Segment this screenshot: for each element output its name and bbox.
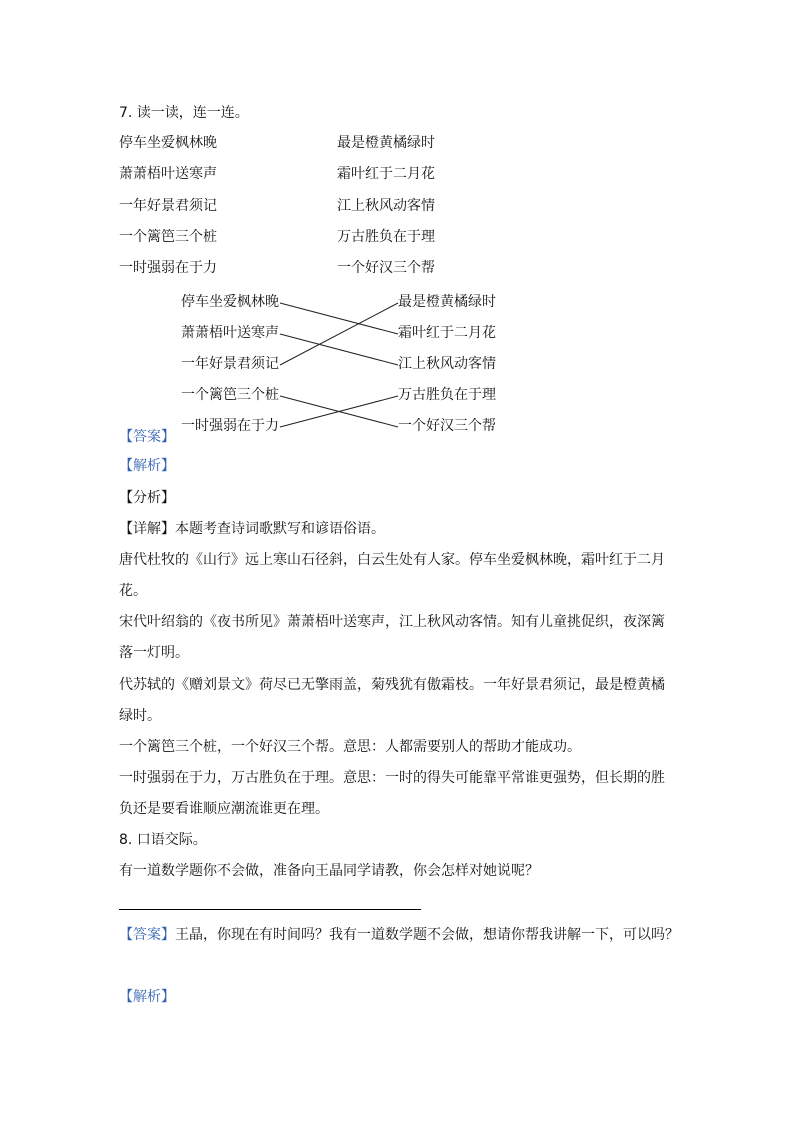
analysis-label: 【解析】 xyxy=(119,989,175,1005)
answer-label: 【答案】 xyxy=(119,429,175,445)
q7-left-item: 萧萧梧叶送寒声 xyxy=(119,166,217,182)
match-line-0 xyxy=(280,303,398,334)
paragraph-line: 一个篱笆三个桩，一个好汉三个帮。意思：人都需要别人的帮助才能成功。 xyxy=(119,739,581,755)
answer-blank-line xyxy=(119,909,421,910)
match-right-label: 最是橙黄橘绿时 xyxy=(398,294,496,310)
paragraph-line: 一时强弱在于力，万古胜负在于理。意思：一时的得失可能靠平常谁更强势，但长期的胜 xyxy=(119,770,665,786)
q7-right-item: 万古胜负在于理 xyxy=(337,229,435,245)
match-line-2 xyxy=(280,303,398,365)
q7-right-item: 一个好汉三个帮 xyxy=(337,260,435,276)
match-right-label: 一个好汉三个帮 xyxy=(398,418,496,434)
fenxi-label: 【分析】 xyxy=(119,490,175,506)
match-left-label: 萧萧梧叶送寒声 xyxy=(181,325,279,341)
detail-label: 【详解】 xyxy=(119,521,175,537)
q7-left-item: 一年好景君须记 xyxy=(119,198,217,214)
q8-question: 有一道数学题你不会做，准备向王晶同学请教，你会怎样对她说呢？ xyxy=(119,863,539,879)
detail-line xyxy=(119,519,385,539)
q7-left-item: 一时强弱在于力 xyxy=(119,260,217,276)
paragraph-line: 负还是要看谁顺应潮流谁更在理。 xyxy=(119,801,329,817)
match-right-label: 江上秋风动客情 xyxy=(398,356,496,372)
match-left-label: 一年好景君须记 xyxy=(181,356,279,372)
paragraph-line: 落一灯明。 xyxy=(119,645,189,661)
q7-left-item: 一个篱笆三个桩 xyxy=(119,229,217,245)
answer-label: 【答案】 xyxy=(119,927,175,943)
match-right-label: 万古胜负在于理 xyxy=(398,387,496,403)
paragraph-line: 唐代杜牧的《山行》远上寒山石径斜，白云生处有人家。停车坐爱枫林晚，霜叶红于二月 xyxy=(119,552,665,568)
paragraph-line: 花。 xyxy=(119,583,147,599)
q7-right-item: 江上秋风动客情 xyxy=(337,198,435,214)
paragraph-line: 代苏轼的《赠刘景文》荷尽已无擎雨盖，菊残犹有傲霜枝。一年好景君须记，最是橙黄橘 xyxy=(119,677,665,693)
q8-answer-line xyxy=(119,925,679,945)
analysis-label: 【解析】 xyxy=(119,458,175,474)
match-left-label: 一个篱笆三个桩 xyxy=(181,387,279,403)
q7-left-item: 停车坐爱枫林晚 xyxy=(119,135,217,151)
paragraph-line: 宋代叶绍翁的《夜书所见》萧萧梧叶送寒声，江上秋风动客情。知有儿童挑促织，夜深篱 xyxy=(119,614,665,630)
match-left-label: 一时强弱在于力 xyxy=(181,418,279,434)
answer-text: 王晶，你现在有时间吗？我有一道数学题不会做，想请你帮我讲解一下，可以吗？ xyxy=(175,927,679,943)
match-left-label: 停车坐爱枫林晚 xyxy=(181,294,279,310)
match-right-label: 霜叶红于二月花 xyxy=(398,325,496,341)
q7-title: 7. 读一读，连一连。 xyxy=(119,105,249,121)
match-line-1 xyxy=(280,334,398,365)
detail-text: 本题考查诗词歌默写和谚语俗语。 xyxy=(175,521,385,537)
q7-right-item: 最是橙黄橘绿时 xyxy=(337,135,435,151)
q8-title: 8. 口语交际。 xyxy=(119,832,207,848)
paragraph-line: 绿时。 xyxy=(119,708,161,724)
q7-right-item: 霜叶红于二月花 xyxy=(337,166,435,182)
